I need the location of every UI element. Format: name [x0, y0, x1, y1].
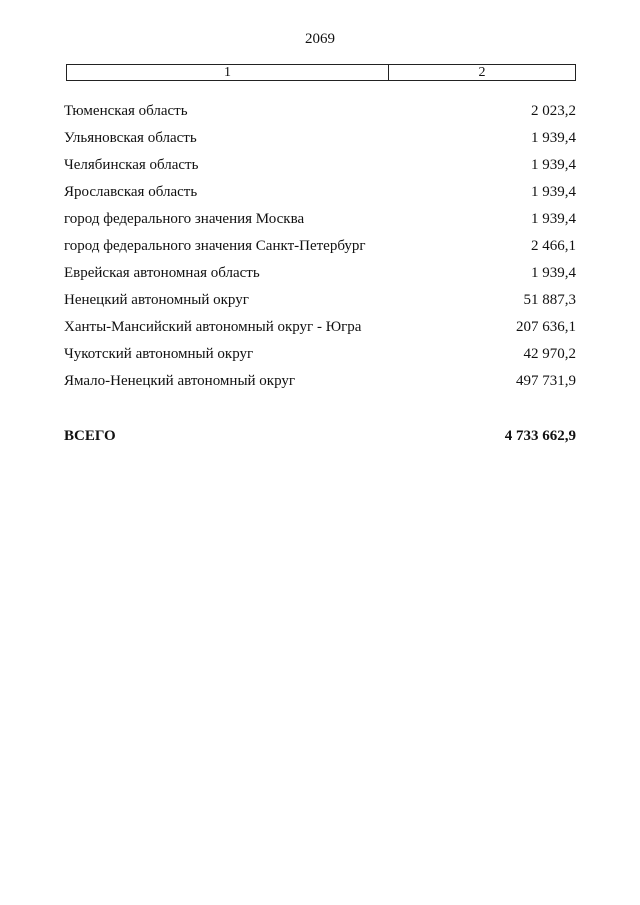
- region-name: Ханты-Мансийский автономный округ - Югра: [64, 319, 362, 335]
- table-body: [64, 101, 576, 398]
- table-row: [64, 128, 576, 155]
- region-name: город федерального значения Санкт-Петербург: [64, 238, 366, 254]
- region-name: Челябинская область: [64, 157, 199, 173]
- region-name: Ярославская область: [64, 184, 198, 200]
- table-row: [64, 344, 576, 371]
- region-name: Ульяновская область: [64, 130, 197, 146]
- table-row: [64, 155, 576, 182]
- region-name: Тюменская область: [64, 103, 188, 119]
- table-row: [64, 236, 576, 263]
- region-name: Чукотский автономный округ: [64, 346, 254, 362]
- table-row: [64, 263, 576, 290]
- table-header: [66, 64, 576, 81]
- region-value: 2 023,2: [531, 103, 576, 119]
- region-name: Ямало-Ненецкий автономный округ: [64, 373, 296, 389]
- region-name: Ненецкий автономный округ: [64, 292, 249, 308]
- region-value: 2 466,1: [531, 238, 576, 254]
- table-row: [64, 371, 576, 398]
- region-value: 1 939,4: [531, 211, 576, 227]
- region-value: 42 970,2: [523, 346, 576, 362]
- region-value: 1 939,4: [531, 157, 576, 173]
- region-value: 1 939,4: [531, 184, 576, 200]
- table-row: [64, 290, 576, 317]
- page-number: 2069: [305, 31, 335, 47]
- table-row: [64, 182, 576, 209]
- region-value: 1 939,4: [531, 130, 576, 146]
- table-row: [64, 209, 576, 236]
- region-value: 1 939,4: [531, 265, 576, 281]
- table-row: [64, 317, 576, 344]
- header-column-2: 2: [478, 65, 486, 80]
- region-value: 51 887,3: [523, 292, 576, 308]
- region-name: Еврейская автономная область: [64, 265, 260, 281]
- region-value: 497 731,9: [516, 373, 576, 389]
- total-row: [64, 426, 576, 446]
- total-value: 4 733 662,9: [504, 428, 576, 444]
- table-row: [64, 101, 576, 128]
- region-name: город федерального значения Москва: [64, 211, 305, 227]
- total-label: ВСЕГО: [64, 428, 116, 444]
- header-column-1: 1: [67, 65, 389, 80]
- region-value: 207 636,1: [516, 319, 576, 335]
